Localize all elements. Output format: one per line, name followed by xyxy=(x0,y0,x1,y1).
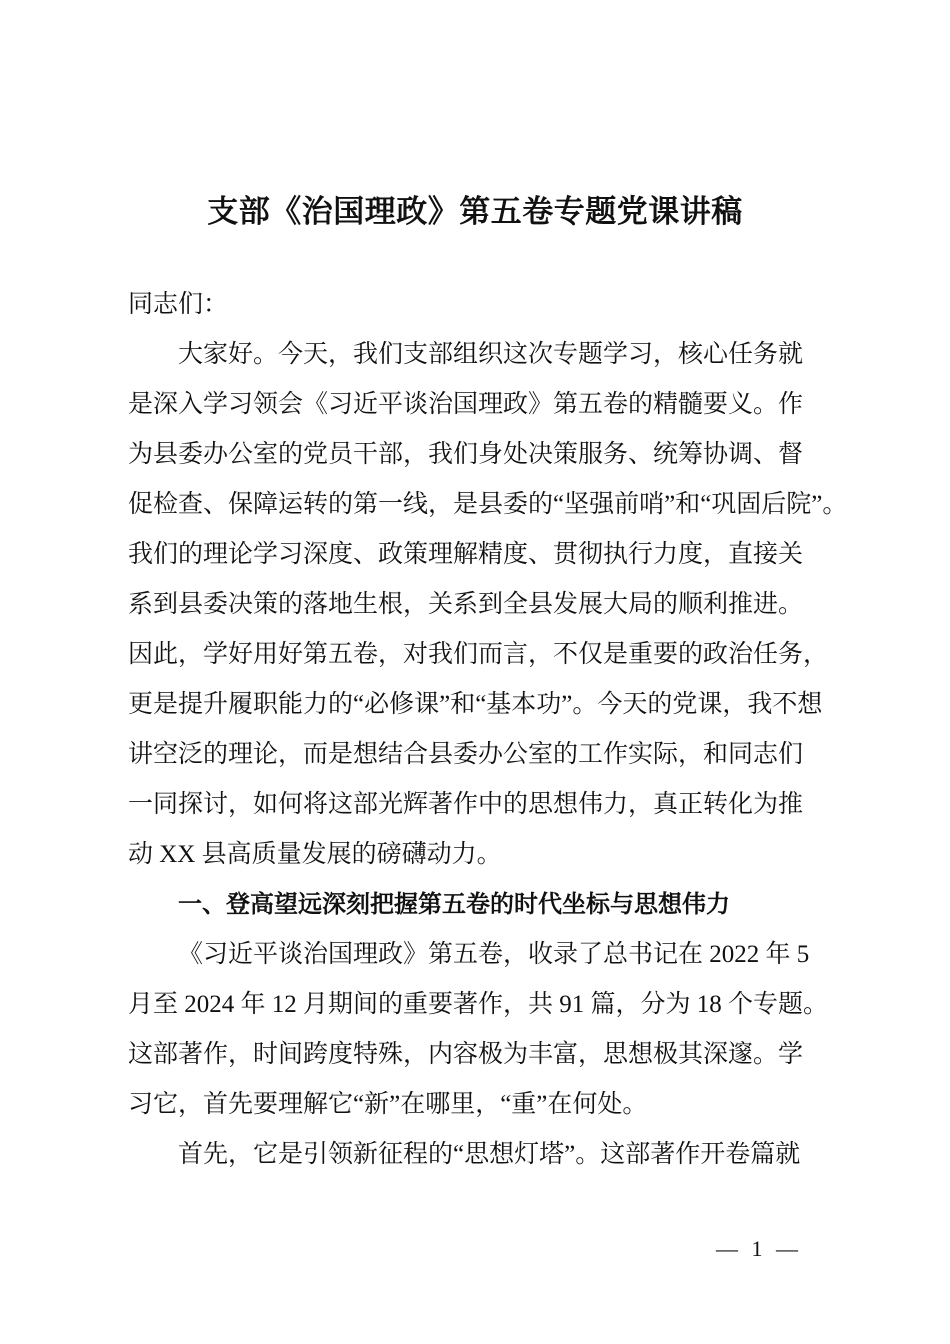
text-line: 大家好。今天，我们支部组织这次专题学习，核心任务就 xyxy=(178,341,804,368)
text-line: 促检查、保障运转的第一线，是县委的“坚强前哨”和“巩固后院”。 xyxy=(128,491,848,518)
text-line: 一、登高望远深刻把握第五卷的时代坐标与思想伟力 xyxy=(178,891,730,918)
text-line: 我们的理论学习深度、政策理解精度、贯彻执行力度，直接关 xyxy=(128,541,804,568)
text-line: 动 XX 县高质量发展的磅礴动力。 xyxy=(128,841,502,868)
text-line: 是深入学习领会《习近平谈治国理政》第五卷的精髓要义。作 xyxy=(128,391,804,418)
document-title: 支部《治国理政》第五卷专题党课讲稿 xyxy=(207,194,743,229)
text-line: 更是提升履职能力的“必修课”和“基本功”。今天的党课，我不想 xyxy=(128,691,823,718)
text-line: 《习近平谈治国理政》第五卷，收录了总书记在 2022 年 5 xyxy=(178,941,810,968)
salutation xyxy=(128,286,838,336)
page-number: — 1 — xyxy=(716,1236,802,1261)
text-line: 因此，学好用好第五卷，对我们而言，不仅是重要的政治任务， xyxy=(128,641,829,668)
text-line: 一同探讨，如何将这部光辉著作中的思想伟力，真正转化为推 xyxy=(128,791,804,818)
document-body xyxy=(128,286,848,1186)
text-line: 习它，首先要理解它“新”在哪里，“重”在何处。 xyxy=(128,1091,648,1118)
text-line: 系到县委决策的落地生根，关系到全县发展大局的顺利推进。 xyxy=(128,591,804,618)
text-line: 这部著作，时间跨度特殊，内容极为丰富，思想极其深邃。学 xyxy=(128,1041,804,1068)
section-heading xyxy=(128,886,838,936)
paragraph xyxy=(128,1136,838,1186)
paragraph xyxy=(128,936,838,1136)
text-line: 首先，它是引领新征程的“思想灯塔”。这部著作开卷篇就 xyxy=(178,1141,801,1168)
text-line: 讲空泛的理论，而是想结合县委办公室的工作实际，和同志们 xyxy=(128,741,804,768)
paragraph xyxy=(128,336,848,886)
text-line: 为县委办公室的党员干部，我们身处决策服务、统筹协调、督 xyxy=(128,441,804,468)
text-line: 月至 2024 年 12 月期间的重要著作，共 91 篇，分为 18 个专题。 xyxy=(128,991,829,1018)
text-line: 同志们： xyxy=(128,291,229,318)
